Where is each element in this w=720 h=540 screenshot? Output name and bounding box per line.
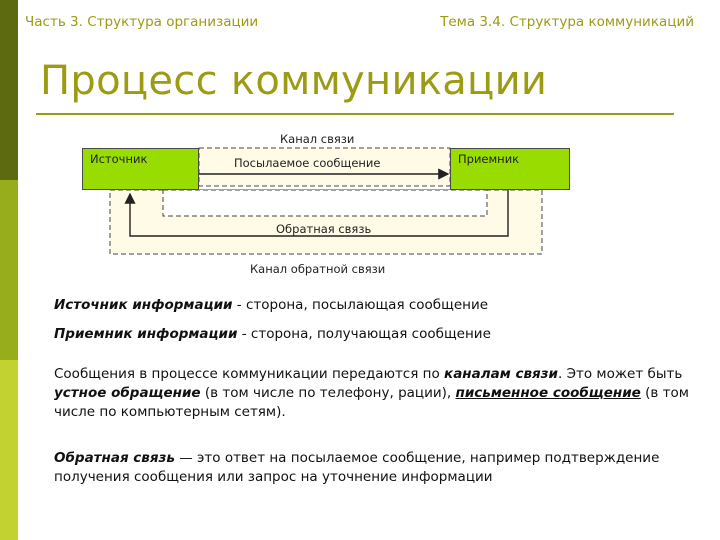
- source-description: - сторона, посылающая сообщение: [232, 297, 489, 313]
- header-topic-title: Тема 3.4. Структура коммуникаций: [440, 14, 694, 30]
- channels-term: каналам связи: [444, 366, 558, 382]
- source-term: Источник информации: [54, 297, 233, 313]
- feedback-term: Обратная связь: [54, 450, 175, 466]
- feedback-description: — это ответ на посылаемое сообщение, например подтверждение получения сообщения или запрос на уточнение информации: [54, 450, 660, 485]
- receiver-description: - сторона, получающая сообщение: [237, 326, 491, 342]
- message-label: Посылаемое сообщение: [234, 156, 381, 170]
- feedback-channel-inner-border: [163, 190, 487, 216]
- feedback-channel-label: Канал обратной связи: [250, 262, 386, 276]
- channels-text-3: (в том числе по телефону, рации),: [200, 385, 456, 401]
- receiver-definition: [54, 325, 491, 344]
- oral-term: устное обращение: [54, 385, 201, 401]
- header-part-title: Часть 3. Структура организации: [25, 14, 259, 30]
- source-node: Источник: [82, 148, 199, 190]
- channels-paragraph: [54, 365, 694, 422]
- receiver-term: Приемник информации: [54, 326, 238, 342]
- channel-label: Канал связи: [280, 132, 355, 146]
- feedback-paragraph: [54, 449, 694, 487]
- channels-text-2: . Это может быть: [558, 366, 683, 382]
- channels-text-4: (в том числе по компьютерным сетям).: [54, 385, 689, 420]
- channels-text-1: Сообщения в процессе коммуникации передаются по: [54, 366, 445, 382]
- receiver-node: Приемник: [450, 148, 570, 190]
- feedback-label: Обратная связь: [276, 222, 372, 236]
- written-term: письменное сообщение: [455, 385, 641, 401]
- page-title: Процесс коммуникации: [40, 58, 548, 104]
- source-definition: [54, 296, 488, 315]
